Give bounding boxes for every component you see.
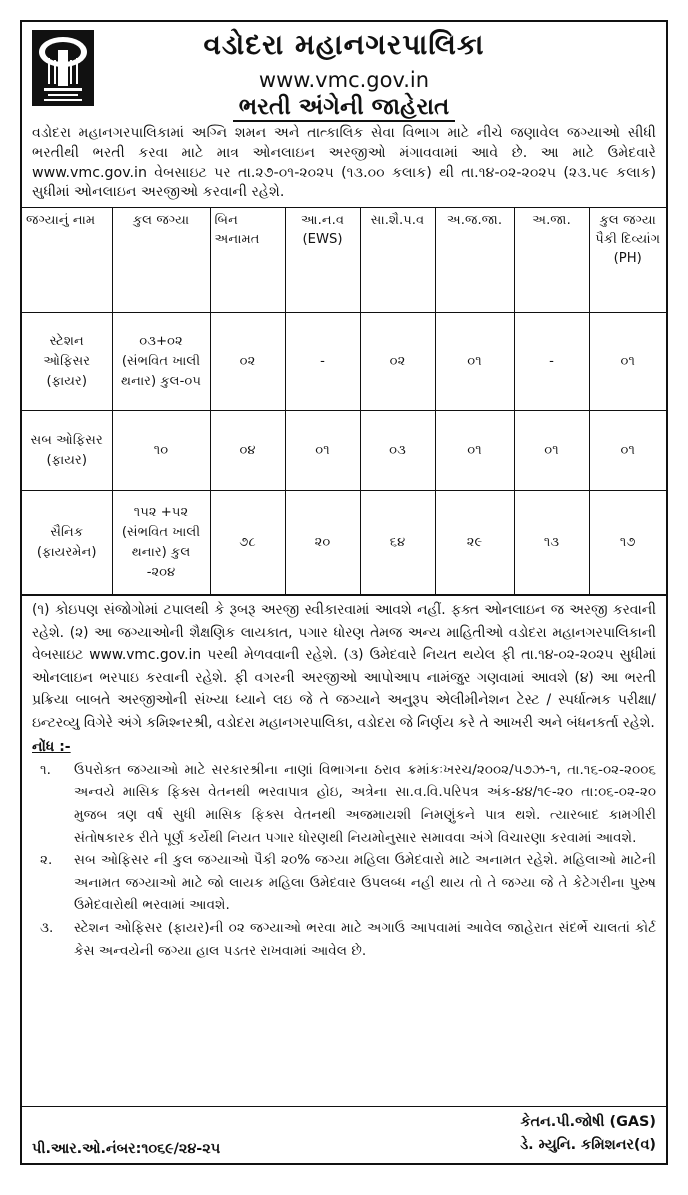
footer (22, 1106, 666, 1163)
notice-title-text: ભરતી અંગેની જાહેરાત (233, 94, 455, 122)
note-item (32, 849, 656, 917)
org-name: વડોદરા મહાનગરપાલિકા (203, 28, 485, 61)
col-header-ews: આ.ન.વ (EWS) (285, 208, 360, 313)
col-header-sebc: સા.શૈ.પ.વ (360, 208, 435, 313)
col-header-st: અ.જ.જા. (435, 208, 514, 313)
sebc-cell: ૦૩ (360, 411, 435, 491)
note-number: ૨. (40, 852, 53, 869)
table-header-row (22, 208, 666, 313)
pro-number: પી.આર.ઓ.નંબર:૧૦૬૯/૨૪-૨૫ (32, 1141, 221, 1157)
sc-cell: ૧૩ (514, 491, 589, 595)
signer-name: કેતન.પી.જોષી (GAS) (520, 1114, 656, 1130)
table-row (22, 411, 666, 491)
notes-section (22, 736, 666, 962)
website-link[interactable]: www.vmc.gov.in (258, 68, 430, 92)
ph-cell: ૦૧ (589, 313, 666, 411)
post-name-cell: સ્ટેશન ઓફિસર (ફાયર) (22, 313, 112, 411)
col-header-total: કુલ જગ્યા (112, 208, 210, 313)
col-header-sc: અ.જા. (514, 208, 589, 313)
intro-paragraph: વડોદરા મહાનગરપાલિકામાં અગ્નિ શમન અને તાત્કાલિક સેવા વિભાગ માટે નીચે જણાવેલ જગ્યાઓ સીધી ભરતીથી ભરતી કરવા માટે માત્ર ઓનલાઇન અરજીઓ મંગાવવામાં આવે છે. આ માટે ઉમેદવારે www.vmc.gov.in વેબસાઇટ પર તા.૨૭-૦૧-૨૦૨૫ (૧૩.૦૦ કલાક) થી તા.૧૪-૦૨-૨૦૨૫ (૨૩.૫૯ કલાક) સુધીમાં ઓનલાઇન અરજીઓ કરવાની રહેશે. (32, 125, 656, 201)
post-name-cell: સૈનિક (ફાયરમેન) (22, 491, 112, 595)
note-text: ઉપરોક્ત જગ્યાઓ માટે સરકારશ્રીના નાણાં વિભાગના ઠરાવ ક્રમાંકઃખરચ/૨૦૦૨/૫૭ઝ-૧, તા.૧૬-૦૨-૨૦૦૬ અન્વયે માસિક ફિક્સ વેતનથી ભરવાપાત્ર હોઇ, અત્રેના સા.વ.વિ.પરિપત્ર અંક-૪૪/૧૯-૨૦ તા:૦૬-૦૨-૨૦ મુજબ ત્રણ વર્ષ સુધી માસિક ફિક્સ વેતનથી અજમાયશી નિમણુંકને પાત્ર થશે. ત્યારબાદ કામગીરી સંતોષકારક રીતે પૂર્ણ કર્યેથી નિયત પગાર ધોરણથી નિયમોનુસાર સમાવવા અંગે વિચારણા કરવામાં આવશે. (74, 761, 656, 846)
general-cell: ૦૨ (210, 313, 285, 411)
total-cell: ૦૩+૦૨ (સંભવિત ખાલી થનાર) કુલ-૦૫ (112, 313, 210, 411)
total-cell: ૧૦ (112, 411, 210, 491)
ph-cell: ૧૭ (589, 491, 666, 595)
header (22, 22, 666, 122)
sc-cell: ૦૧ (514, 411, 589, 491)
note-item (32, 759, 656, 849)
col-header-ph: કુલ જગ્યા પૈકી દિવ્યાંગ (PH) (589, 208, 666, 313)
note-text: સબ ઓફિસર ની કુલ જગ્યાઓ પૈકી ૨૦% જગ્યા મહિલા ઉમેદવારો માટે અનામત રહેશે. મહિલાઓ માટેની અનામત જગ્યાઓ માટે જો લાયક મહિલા ઉમેદવાર ઉપલબ્ધ નહી થાય તો તે જગ્યા જે તે કેટેગરીના પુરુષ ઉમેદવારોથી ભરવામાં આવશે. (74, 852, 656, 914)
posts-table (22, 207, 666, 595)
st-cell: ૨૯ (435, 491, 514, 595)
general-cell: ૭૮ (210, 491, 285, 595)
col-header-post-name: જગ્યાનું નામ (22, 208, 112, 313)
ews-cell: ૦૧ (285, 411, 360, 491)
general-cell: ૦૪ (210, 411, 285, 491)
ews-cell: - (285, 313, 360, 411)
notes-title: નોંધ :- (32, 739, 71, 756)
note-number: ૩. (40, 919, 54, 936)
note-item (32, 917, 656, 962)
signer-title: ડે. મ્યુનિ. કમિશનર(વ) (520, 1137, 656, 1153)
st-cell: ૦૧ (435, 411, 514, 491)
note-number: ૧. (40, 761, 51, 778)
notice-title (22, 94, 666, 120)
st-cell: ૦૧ (435, 313, 514, 411)
col-header-general: બિન અનામત (210, 208, 285, 313)
table-row (22, 313, 666, 411)
sebc-cell: ૦૨ (360, 313, 435, 411)
table-row (22, 491, 666, 595)
post-name-cell: સબ ઓફિસર (ફાયર) (22, 411, 112, 491)
conditions-paragraph: (૧) કોઇપણ સંજોગોમાં ટપાલથી કે રૂબરૂ અરજી સ્વીકારવામાં આવશે નહીં. ફક્ત ઓનલાઇન જ અરજી કરવાની રહેશે. (૨) આ જગ્યાઓની શૈક્ષણિક લાયકાત, પગાર ધોરણ તેમજ અન્ય માહિતીઓ વડોદરા મહાનગરપાલિકાની વેબસાઇટ www.vmc.gov.in પરથી મેળવવાની રહેશે. (૩) ઉમેદવારે નિયત થયેલ ફી તા.૧૪-૦૨-૨૦૨૫ સુધીમાં ઓનલાઇન ભરપાઇ કરવાની રહેશે. ફી વગરની અરજીઓ આપોઆપ નામંજુર ગણવામાં આવશે (૪) આ ભરતી પ્રક્રિયા બાબતે અરજીઓની સંખ્યા ધ્યાને લઇ જે તે જગ્યાને અનુરૂપ એલીમીનેશન ટેસ્ટ / સ્પર્ધાત્મક પરીક્ષા/ઇન્ટરવ્યુ વિગેરે અંગે કમિશ્નરશ્રી, વડોદરા મહાનગરપાલિકા, વડોદરા જે નિર્ણય કરે તે આખરી અને બંધનકર્તા રહેશે. (22, 595, 666, 736)
ph-cell: ૦૧ (589, 411, 666, 491)
signature-block (520, 1111, 656, 1157)
sc-cell: - (514, 313, 589, 411)
note-text: સ્ટેશન ઓફિસર (ફાયર)ની ૦૨ જગ્યાઓ ભરવા માટે અગાઉ આપવામાં આવેલ જાહેરાત સંદર્ભે ચાલતાં કોર્ટ કેસ અન્વયેની જગ્યા હાલ પડતર રાખવામાં આવેલ છે. (74, 919, 656, 959)
notice-frame (20, 20, 668, 1165)
ews-cell: ૨૦ (285, 491, 360, 595)
total-cell: ૧૫૨ +૫૨ (સંભવિત ખાલી થનાર) કુલ -૨૦૪ (112, 491, 210, 595)
sebc-cell: ૬૪ (360, 491, 435, 595)
